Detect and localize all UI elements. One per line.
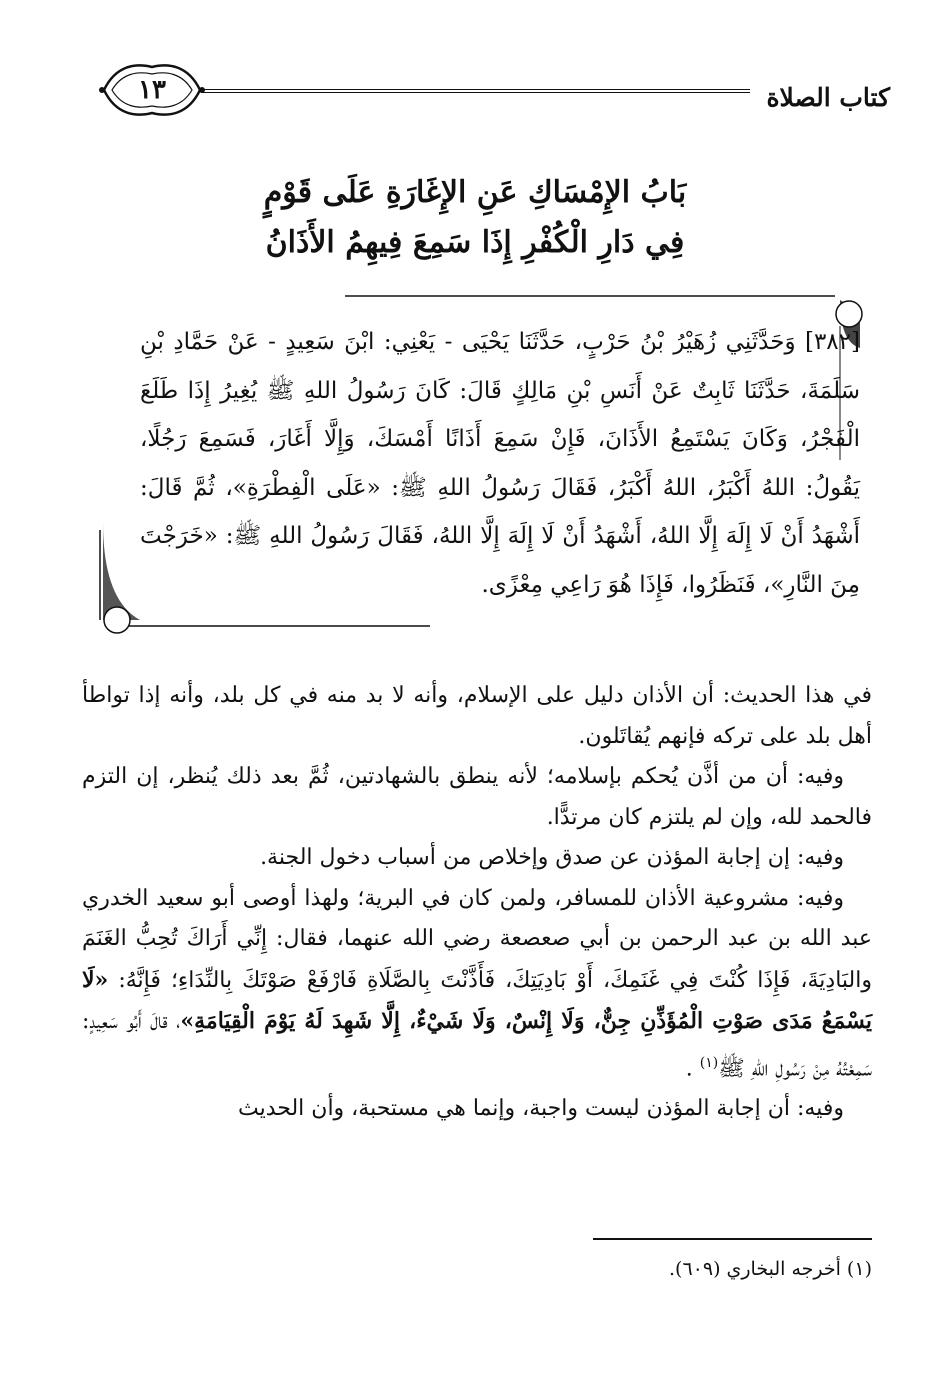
paragraph: وفيه: أن من أذَّن يُحكم بإسلامه؛ لأنه ينطق بالشهادتين، ثُمَّ بعد ذلك يُنظر، إن التزم فالحمد لله، وإن لم يلتزم كان مرتدًّا. (82, 764, 872, 830)
footnote-marker: (١) (699, 1054, 719, 1071)
chapter-heading-line-2: فِي دَارِ الْكُفْرِ إِذَا سَمِعَ فِيهِمُ الأَذَانُ (265, 225, 685, 260)
hadith-quote: «لَا يَسْمَعُ مَدَى صَوْتِ الْمُؤَذِّنِ جِنٌّ، وَلَا إِنْسٌ، وَلَا شَيْءٌ، إِلَّا شَهِدَ لَهُ يَوْمَ الْقِيَامَةِ» (82, 966, 872, 1034)
footnote-rule (593, 1238, 872, 1240)
page-number: ١٣ (138, 75, 166, 105)
chapter-heading-line-1: بَابُ الإِمْسَاكِ عَنِ الإِغَارَةِ عَلَى قَوْمٍ (263, 175, 687, 210)
paragraph: في هذا الحديث: أن الأذان دليل على الإسلام، وأنه لا بد منه في كل بلد، وأنه إذا تواطأ أهل بلد على تركه فإنهم يُقاتَلون. (82, 683, 872, 749)
chapter-heading (150, 168, 800, 268)
header-rule (201, 89, 750, 93)
footnote: (١) أخرجه البخاري (٦٠٩). (668, 1258, 872, 1280)
paragraph: وفيه: إن إجابة المؤذن عن صدق وإخلاص من أسباب دخول الجنة. (260, 845, 844, 870)
commentary (82, 676, 872, 1130)
paragraph: وفيه: مشروعية الأذان للمسافر، ولمن كان في البرية؛ ولهذا أوصى أبو سعيد الخدري عبد الله بن عبد الرحمن بن أبي صعصعة رضي الله عنهما، فقال: إِنِّي أَرَاكَ تُحِبُّ الغَنَمَ والبَادِيَةَ، فَإِذَا كُنْتَ فِي غَنَمِكَ، أَوْ بَادِيَتِكَ، فَأَذَّنْتَ بِالصَّلَاةِ فَارْفَعْ صَوْتَكَ بِالنِّدَاءِ؛ فَإِنَّهُ: «لَا يَسْمَعُ مَدَى صَوْتِ الْمُؤَذِّنِ جِنٌّ، وَلَا إِنْسٌ، وَلَا شَيْءٌ، إِلَّا شَهِدَ لَهُ يَوْمَ الْقِيَامَةِ»، قالَ أَبُو سَعِيدٍ: سَمِعْتُهُ مِنْ رَسُولِ اللهِ ﷺ$^{(١)}$ . (82, 885, 872, 1081)
paragraph: وفيه: أن إجابة المؤذن ليست واجبة، وإنما هي مستحبة، وأن الحديث (238, 1096, 844, 1122)
paragraph-text: ، قالَ أَبُو سَعِيدٍ: سَمِعْتُهُ مِنْ رَسُولِ اللهِ ﷺ (82, 1009, 872, 1081)
book-title: كتاب الصلاة (766, 83, 890, 112)
paragraph-text: وفيه: مشروعية الأذان للمسافر، ولمن كان في البرية؛ ولهذا أوصى أبو سعيد الخدري عبد الله بن عبد الرحمن بن أبي صعصعة رضي الله عنهما، فقال: إِنِّي أَرَاكَ تُحِبُّ الغَنَمَ والبَادِيَةَ، فَإِذَا كُنْتَ فِي غَنَمِكَ، أَوْ بَادِيَتِكَ، فَأَذَّنْتَ بِالصَّلَاةِ فَارْفَعْ صَوْتَكَ بِالنِّدَاءِ؛ فَإِنَّهُ: (82, 885, 872, 993)
page-header (96, 55, 890, 125)
hadith-text: [٣٨٢] وَحَدَّثَنِي زُهَيْرُ بْنُ حَرْبٍ، حَدَّثَنَا يَحْيَى - يَعْنِي: ابْنَ سَعِيدٍ - عَنْ حَمَّادِ بْنِ سَلَمَةَ، حَدَّثَنَا ثَابِتٌ عَنْ أَنَسِ بْنِ مَالِكٍ قَالَ: كَانَ رَسُولُ اللهِ ﷺ يُغِيرُ إِذَا طَلَعَ الْفَجْرُ، وَكَانَ يَسْتَمِعُ الأَذَانَ، فَإِنْ سَمِعَ أَذَانًا أَمْسَكَ، وَإِلَّا أَغَارَ، فَسَمِعَ رَجُلًا، يَقُولُ: اللهُ أَكْبَرُ، اللهُ أَكْبَرُ، فَقَالَ رَسُولُ اللهِ ﷺ: «عَلَى الْفِطْرَةِ»، ثُمَّ قَالَ: أَشْهَدُ أَنْ لَا إِلَهَ إِلَّا اللهُ، أَشْهَدُ أَنْ لَا إِلَهَ إِلَّا اللهُ، فَقَالَ رَسُولُ اللهِ ﷺ: «خَرَجْتَ مِنَ النَّارِ»، فَنَظَرُوا، فَإِذَا هُوَ رَاعِي مِعْزًى. (140, 329, 860, 598)
